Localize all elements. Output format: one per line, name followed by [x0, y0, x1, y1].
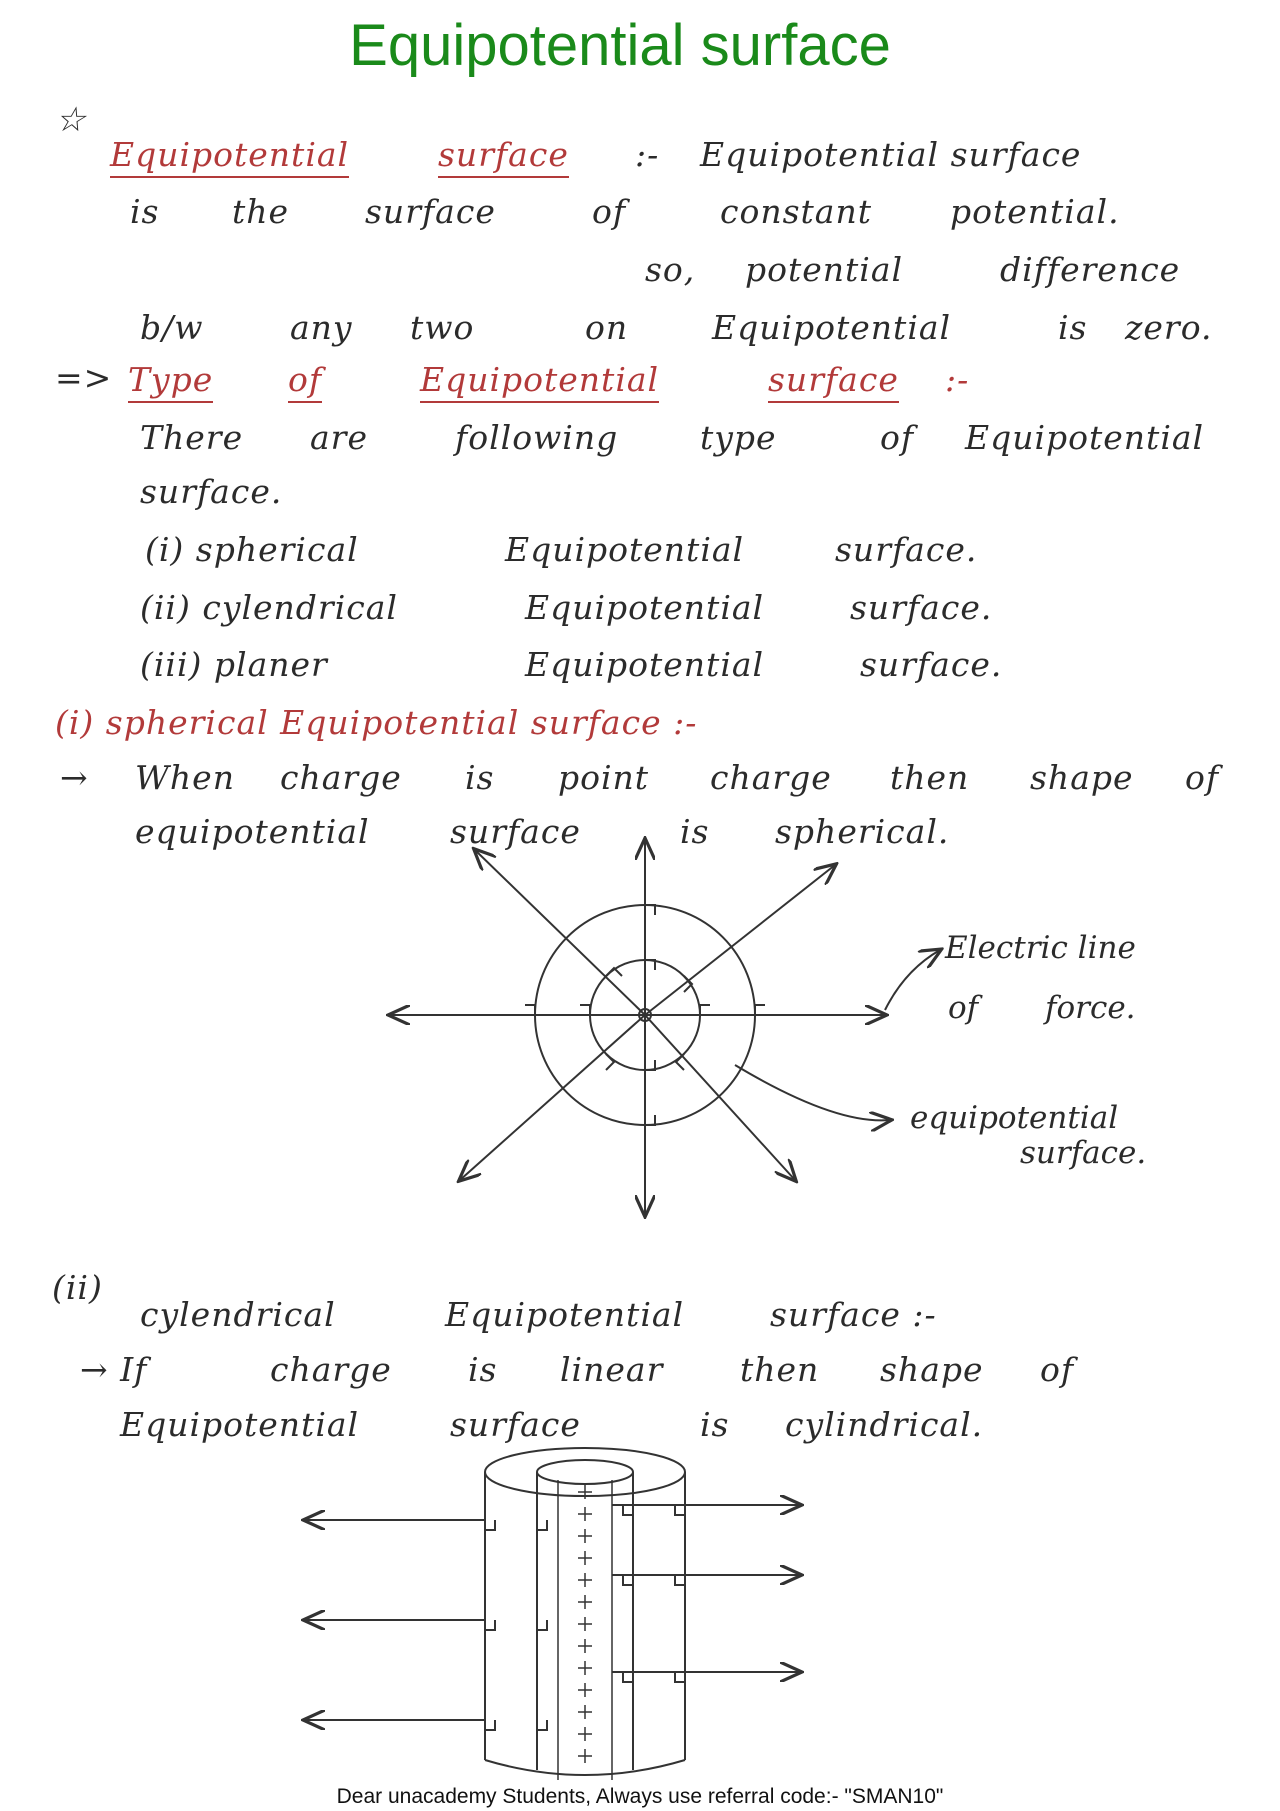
cyl-word: of — [1040, 1350, 1075, 1389]
definition-word: on — [585, 308, 629, 347]
cyl-word: cylindrical. — [785, 1405, 984, 1444]
cyl-num: (ii) — [52, 1268, 103, 1307]
types-word: following — [455, 418, 619, 457]
definition-word: b/w — [140, 308, 204, 347]
label-equipotential: equipotential — [910, 1100, 1119, 1136]
spherical-diagram — [390, 840, 940, 1215]
types-word: are — [310, 418, 368, 457]
cyl-word: then — [740, 1350, 820, 1389]
page-title: Equipotential surface — [349, 13, 891, 78]
spherical-word: equipotential — [135, 812, 370, 851]
field-line-down-left — [460, 1015, 645, 1180]
label-electric-line: Electric line — [945, 930, 1136, 966]
cyl-word: is — [700, 1405, 730, 1444]
types-word: Equipotential — [965, 418, 1205, 457]
star-mark: ☆ — [55, 100, 87, 140]
spherical-word: charge — [710, 758, 832, 797]
cyl-word: is — [468, 1350, 498, 1389]
type-item: Equipotential — [505, 530, 745, 569]
definition-word: difference — [1000, 250, 1181, 289]
types-heading-d: surface — [768, 360, 899, 403]
types-word: type — [700, 418, 777, 457]
cyl-heading: Equipotential — [445, 1295, 685, 1334]
type-item: (iii) planer — [140, 645, 328, 684]
spherical-word: When — [135, 758, 235, 797]
spherical-word: charge — [280, 758, 402, 797]
definition-word: Equipotential — [712, 308, 952, 347]
types-sep: :- — [945, 360, 970, 399]
types-word: of — [880, 418, 915, 457]
definition-word: constant — [720, 192, 872, 231]
cyl-heading: cylendrical — [140, 1295, 336, 1334]
field-line-down-right — [645, 1015, 795, 1180]
cyl-word: surface — [450, 1405, 581, 1444]
label-of: of — [948, 990, 979, 1026]
cyl-word: Equipotential — [120, 1405, 360, 1444]
type-item: surface. — [850, 588, 993, 627]
definition-word: of — [592, 192, 627, 231]
definition-word: two — [410, 308, 475, 347]
type-item: Equipotential — [525, 645, 765, 684]
type-item: surface. — [835, 530, 978, 569]
type-item: surface. — [860, 645, 1003, 684]
definition-word: surface — [365, 192, 496, 231]
cyl-heading: surface :- — [770, 1295, 937, 1334]
cyl-word: linear — [560, 1350, 664, 1389]
cyl-word: charge — [270, 1350, 392, 1389]
cylindrical-diagram — [305, 1448, 800, 1780]
types-heading-a: Type — [128, 360, 213, 403]
cyl-word: → If — [80, 1350, 148, 1389]
definition-word: potential. — [950, 192, 1120, 231]
spherical-word: → — [60, 758, 89, 797]
definition-word: the — [232, 192, 290, 231]
spherical-word: spherical. — [775, 812, 950, 851]
spherical-heading: (i) spherical Equipotential surface :- — [55, 703, 698, 742]
field-line-up-left — [475, 850, 645, 1015]
types-heading-c: Equipotential — [420, 360, 659, 403]
types-arrow: => — [55, 358, 113, 397]
spherical-word: is — [465, 758, 495, 797]
type-item: Equipotential — [525, 588, 765, 627]
spherical-word: point — [558, 758, 650, 797]
footer-referral: Dear unacademy Students, Always use referral code:- "SMAN10" — [336, 1785, 944, 1808]
definition-word: is — [1058, 308, 1088, 347]
field-line-up-right — [645, 865, 835, 1015]
spherical-word: surface — [450, 812, 581, 851]
type-item: (i) spherical — [145, 530, 359, 569]
types-word: surface. — [140, 472, 283, 511]
definition-word: zero. — [1125, 308, 1213, 347]
spherical-word: shape — [1030, 758, 1134, 797]
spherical-word: is — [680, 812, 710, 851]
definition-word: potential — [745, 250, 904, 289]
definition-word: any — [290, 308, 353, 347]
cyl-word: shape — [880, 1350, 984, 1389]
definition-word: so, — [645, 250, 696, 289]
linear-charge-plus-signs — [578, 1485, 592, 1763]
definition-word: is — [130, 192, 160, 231]
inner-cylinder-top — [537, 1460, 633, 1484]
types-heading-b: of — [288, 360, 322, 403]
definition-heading-2: surface — [438, 135, 569, 178]
label-force: force. — [1045, 990, 1136, 1026]
definition-line1-rest: Equipotential surface — [700, 135, 1082, 174]
spherical-word: of — [1185, 758, 1220, 797]
definition-heading-1: Equipotential — [110, 135, 349, 178]
definition-sep: :- — [635, 135, 660, 174]
type-item: (ii) cylendrical — [140, 588, 398, 627]
label-surface: surface. — [1020, 1135, 1147, 1171]
types-word: There — [140, 418, 244, 457]
spherical-word: then — [890, 758, 970, 797]
